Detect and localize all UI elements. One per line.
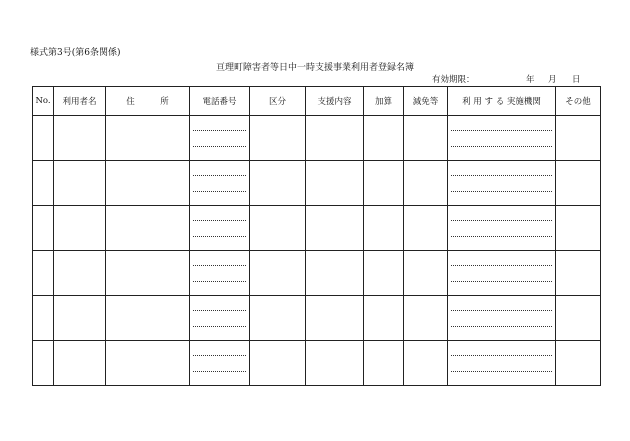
- cell-facility[interactable]: [448, 251, 556, 296]
- header-facility: 利 用 す る 実施機関: [448, 87, 556, 116]
- header-support-content: 支援内容: [306, 87, 364, 116]
- dotted-entry-lines: [448, 251, 555, 295]
- table-row: [33, 296, 601, 341]
- cell-user-name[interactable]: [54, 341, 106, 386]
- cell-other[interactable]: [556, 116, 601, 161]
- cell-support-content[interactable]: [306, 161, 364, 206]
- cell-no[interactable]: [33, 251, 54, 296]
- cell-addition[interactable]: [364, 161, 404, 206]
- cell-reduction[interactable]: [404, 161, 448, 206]
- dotted-entry-lines: [190, 206, 249, 250]
- table-row: [33, 251, 601, 296]
- cell-phone[interactable]: [190, 296, 250, 341]
- cell-phone[interactable]: [190, 161, 250, 206]
- cell-facility[interactable]: [448, 206, 556, 251]
- cell-category[interactable]: [250, 161, 306, 206]
- table-row: [33, 206, 601, 251]
- cell-other[interactable]: [556, 206, 601, 251]
- cell-category[interactable]: [250, 341, 306, 386]
- dotted-line: [193, 371, 246, 372]
- header-phone: 電話番号: [190, 87, 250, 116]
- dotted-line: [193, 265, 246, 266]
- cell-address[interactable]: [106, 341, 190, 386]
- dotted-entry-lines: [190, 296, 249, 340]
- cell-facility[interactable]: [448, 341, 556, 386]
- dotted-line: [193, 220, 246, 221]
- cell-category[interactable]: [250, 296, 306, 341]
- dotted-line: [451, 220, 552, 221]
- table-row: [33, 341, 601, 386]
- dotted-entry-lines: [448, 116, 555, 160]
- cell-addition[interactable]: [364, 296, 404, 341]
- cell-other[interactable]: [556, 341, 601, 386]
- cell-facility[interactable]: [448, 161, 556, 206]
- dotted-line: [193, 326, 246, 327]
- dotted-line: [451, 130, 552, 131]
- validity-day-unit: 日: [572, 75, 581, 85]
- cell-no[interactable]: [33, 116, 54, 161]
- cell-no[interactable]: [33, 341, 54, 386]
- dotted-line: [193, 310, 246, 311]
- cell-other[interactable]: [556, 296, 601, 341]
- cell-facility[interactable]: [448, 116, 556, 161]
- cell-category[interactable]: [250, 206, 306, 251]
- cell-other[interactable]: [556, 251, 601, 296]
- dotted-entry-lines: [190, 341, 249, 385]
- table-row: [33, 161, 601, 206]
- table-header-row: [33, 87, 601, 116]
- cell-address[interactable]: [106, 161, 190, 206]
- dotted-line: [451, 175, 552, 176]
- cell-category[interactable]: [250, 251, 306, 296]
- cell-phone[interactable]: [190, 251, 250, 296]
- dotted-entry-lines: [448, 161, 555, 205]
- form-number: 様式第3号(第6条関係): [30, 48, 121, 58]
- dotted-entry-lines: [190, 161, 249, 205]
- dotted-line: [193, 281, 246, 282]
- dotted-line: [451, 191, 552, 192]
- cell-no[interactable]: [33, 296, 54, 341]
- cell-category[interactable]: [250, 116, 306, 161]
- cell-no[interactable]: [33, 206, 54, 251]
- dotted-entry-lines: [190, 251, 249, 295]
- cell-addition[interactable]: [364, 206, 404, 251]
- cell-user-name[interactable]: [54, 206, 106, 251]
- dotted-line: [193, 355, 246, 356]
- cell-no[interactable]: [33, 161, 54, 206]
- dotted-entry-lines: [448, 206, 555, 250]
- dotted-line: [451, 236, 552, 237]
- cell-support-content[interactable]: [306, 206, 364, 251]
- cell-addition[interactable]: [364, 251, 404, 296]
- validity-month-unit: 月: [548, 75, 557, 85]
- dotted-line: [193, 146, 246, 147]
- cell-addition[interactable]: [364, 116, 404, 161]
- cell-user-name[interactable]: [54, 251, 106, 296]
- registration-table: [32, 86, 601, 386]
- header-reduction: 減免等: [404, 87, 448, 116]
- validity-period: [432, 73, 602, 85]
- dotted-line: [451, 265, 552, 266]
- cell-user-name[interactable]: [54, 161, 106, 206]
- cell-addition[interactable]: [364, 341, 404, 386]
- dotted-line: [451, 310, 552, 311]
- cell-address[interactable]: [106, 251, 190, 296]
- header-user-name: 利用者名: [54, 87, 106, 116]
- dotted-line: [193, 130, 246, 131]
- dotted-entry-lines: [448, 341, 555, 385]
- cell-address[interactable]: [106, 116, 190, 161]
- cell-support-content[interactable]: [306, 116, 364, 161]
- cell-phone[interactable]: [190, 341, 250, 386]
- dotted-line: [193, 175, 246, 176]
- dotted-line: [451, 326, 552, 327]
- cell-phone[interactable]: [190, 206, 250, 251]
- dotted-line: [193, 191, 246, 192]
- dotted-line: [451, 146, 552, 147]
- document-title: 亘理町障害者等日中一時支援事業利用者登録名簿: [215, 63, 414, 73]
- cell-address[interactable]: [106, 206, 190, 251]
- header-no: No.: [33, 87, 54, 116]
- dotted-line: [451, 281, 552, 282]
- cell-reduction[interactable]: [404, 341, 448, 386]
- validity-year-unit: 年: [526, 75, 535, 85]
- cell-support-content[interactable]: [306, 251, 364, 296]
- dotted-entry-lines: [448, 296, 555, 340]
- header-category: 区分: [250, 87, 306, 116]
- dotted-line: [451, 355, 552, 356]
- header-addition: 加算: [364, 87, 404, 116]
- header-address: 住 所: [106, 87, 190, 116]
- cell-facility[interactable]: [448, 296, 556, 341]
- cell-phone[interactable]: [190, 116, 250, 161]
- header-other: その他: [556, 87, 601, 116]
- table-body: [33, 116, 601, 386]
- cell-reduction[interactable]: [404, 251, 448, 296]
- dotted-line: [193, 236, 246, 237]
- cell-support-content[interactable]: [306, 341, 364, 386]
- cell-reduction[interactable]: [404, 296, 448, 341]
- validity-label: 有効期限：: [432, 75, 475, 85]
- cell-reduction[interactable]: [404, 116, 448, 161]
- table-row: [33, 116, 601, 161]
- cell-user-name[interactable]: [54, 296, 106, 341]
- cell-support-content[interactable]: [306, 296, 364, 341]
- cell-other[interactable]: [556, 161, 601, 206]
- cell-address[interactable]: [106, 296, 190, 341]
- dotted-entry-lines: [190, 116, 249, 160]
- dotted-line: [451, 371, 552, 372]
- cell-user-name[interactable]: [54, 116, 106, 161]
- cell-reduction[interactable]: [404, 206, 448, 251]
